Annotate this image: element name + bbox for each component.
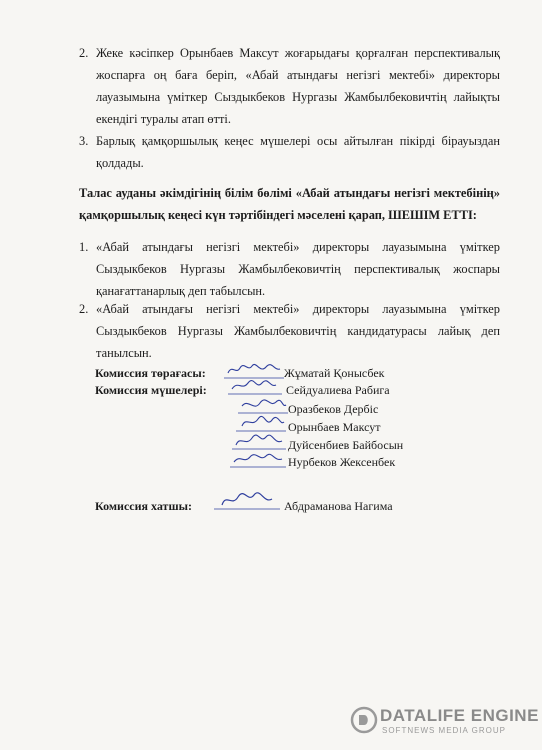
list-number: 3. [79, 134, 89, 148]
secretary-signature [212, 489, 282, 515]
chair-label: Комиссия төрағасы: [95, 366, 206, 380]
watermark-title: DATALIFE ENGINE [380, 706, 539, 725]
decision-text: «Абай атындағы негізгі мектебі» директоры лауазымына үміткер Сыздыкбеков Нургазы Жамбылбековичтің перспективалық жоспары қанағаттанарлық деп табылсын. [96, 240, 500, 298]
watermark-subtitle: SOFTNEWS MEDIA GROUP [382, 726, 507, 735]
datalife-logo-icon [350, 706, 378, 734]
decision-number: 1. [79, 240, 89, 254]
members-label: Комиссия мүшелері: [95, 383, 207, 397]
member-signature [228, 450, 288, 472]
list-item-text: Барлық қамқоршылық кеңес мүшелері осы айтылған пікірді бірауыздан қолдады. [96, 134, 500, 170]
chair-name: Жұматай Қонысбек [284, 366, 385, 380]
member-name: Нурбеков Жексенбек [288, 455, 396, 469]
secretary-name: Абдраманова Нагима [284, 499, 393, 513]
member-name: Сейдуалиева Рабига [286, 383, 390, 397]
secretary-label: Комиссия хатшы: [95, 499, 192, 513]
decision-heading: Талас ауданы әкімдігінің білім бөлімі «Абай атындағы негізгі мектебінің» қамқоршылық кеңесі күн тәртібіндегі мәселені қарап, ШЕШІМ ЕТТІ: [79, 186, 500, 222]
decision-text: «Абай атындағы негізгі мектебі» директоры лауазымына үміткер Сыздыкбеков Нургазы Жамбылбековичтің кандидатурасы лайық деп танылсын. [96, 302, 500, 360]
decision-number: 2. [79, 302, 89, 316]
member-name: Оразбеков Дербіс [288, 402, 379, 416]
member-name: Дуйсенбиев Байбосын [288, 438, 404, 452]
list-number: 2. [79, 46, 89, 60]
member-name: Орынбаев Максут [288, 420, 381, 434]
list-item-text: Жеке кәсіпкер Орынбаев Максут жоғарыдағы қорғалған перспективалық жоспарға оң баға беріп, «Абай атындағы негізгі мектебі» директоры лауазымына үміткер Сыздыкбеков Нургазы Жамбылбековичтің лайықты екендігі туралы атап өтті. [96, 46, 500, 126]
